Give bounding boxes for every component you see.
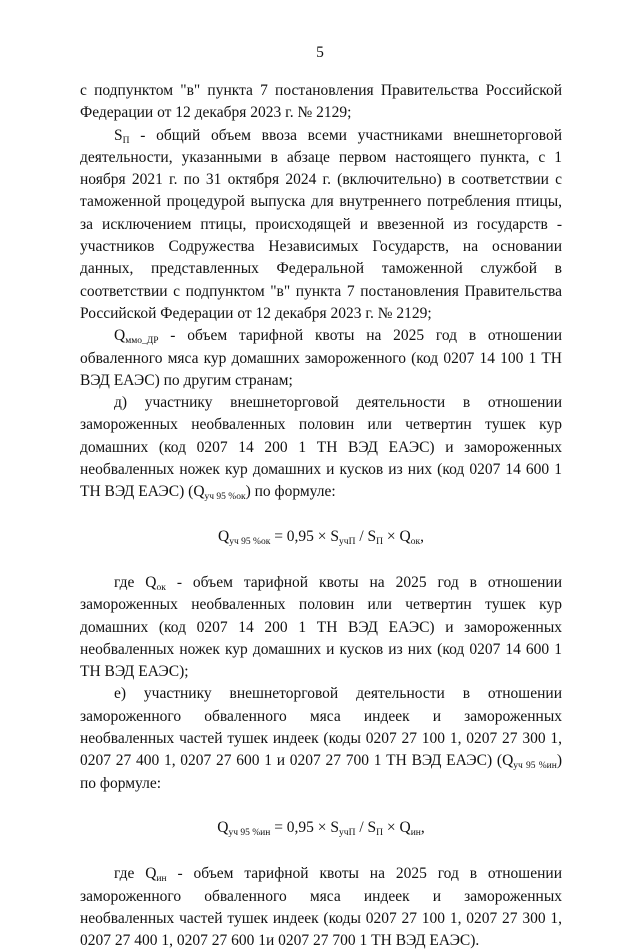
- paragraph-item-d: [80, 392, 562, 503]
- paragraph-item-e: е) участнику внешнеторговой деятельности в отношении замороженного обваленного мяса индеек и замороженных необваленных частей тушек индеек (коды 0207 27 100 1, 0207 27 300 1, 0207 27 400 1, 0207 27 600 1 и 0207 27 700 1 ТН ВЭД ЕАЭС) $(Q_{уч 95 \%ин})$ по формуле:: [80, 685, 563, 792]
- paragraph-q-ok-definition: где $Q_{ок}$ - объем тарифной квоты на 2025 год в отношении замороженных необваленных половин или четвертин тушек кур домашних (код 0207 14 200 1 ТН ВЭД ЕАЭС) и замороженных необваленных ножек кур домашних и кусков из них (код 0207 14 600 1 ТН ВЭД ЕАЭС);: [80, 573, 562, 681]
- symbol-subscript: уч 95 %ок: [204, 492, 246, 503]
- symbol-s: S: [114, 126, 123, 144]
- symbol-q: Q: [114, 327, 126, 345]
- symbol-subscript: ммо_ДР: [125, 336, 159, 347]
- paragraph-continuation: с подпунктом "в" пункта 7 постановления Правительства Российской Федерации от 12 декабря 2023 г. № 2129;: [80, 82, 562, 122]
- item-tail: ) по формуле:: [245, 483, 336, 501]
- item-text: д) участнику внешнеторговой деятельности в отношении замороженных необваленных половин или четвертин тушек кур домашних (код 0207 14 200 1 ТН ВЭД ЕАЭС) и замороженных необваленных ножек кур домашних и кусков из них (код 0207 14 600 1 ТН ВЭД ЕАЭС) (: [80, 394, 562, 501]
- definition-text: - общий объем ввоза всеми участниками внешнеторговой деятельности, указанными в абзаце первом настоящего пункта, с 1 ноября 2021 г. по 31 октября 2024 г. (включительно) в соответствии с таможенной процедурой выпуска для внутреннего потребления птицы, за исключением птицы, происходящей и ввезенной из государств - участников Содружества Независимых Государств, на основании данных, представленных Федеральной таможенной службой в соответствии с подпунктом "в" пункта 7 постановления Правительства Российской Федерации от 12 декабря 2023 г. № 2129;: [80, 126, 562, 322]
- formula-ok: $Q_{уч 95 \%ок} = 0,95 \times S_{учП} / S_П \times Q_{ок}$,: [218, 527, 424, 547]
- paragraph-s-p-definition: [80, 125, 562, 326]
- symbol-q: Q: [193, 483, 205, 501]
- symbol-subscript: П: [122, 135, 130, 146]
- formula-in: $Q_{уч 95 \%ин} = 0,95 \times S_{учП} / S_П \times Q_{ин}$,: [217, 818, 425, 838]
- paragraph-q-mmo-definition: [80, 325, 562, 392]
- document-body: [80, 80, 562, 952]
- definition-text: - объем тарифной квоты на 2025 год в отношении обваленного мяса кур домашних замороженного (код 0207 14 100 1 ТН ВЭД ЕАЭС) по другим странам;: [80, 327, 562, 389]
- page-number: 5: [316, 44, 324, 61]
- paragraph-q-in-definition: где $Q_{ин}$ - объем тарифной квоты на 2025 год в отношении замороженного обваленного мяса индеек и замороженных необваленных частей тушек индеек (коды 0207 27 100 1, 0207 27 300 1, 0207 27 400 1, 0207 27 600 1и 0207 27 700 1 ТН ВЭД ЕАЭС).: [80, 865, 562, 950]
